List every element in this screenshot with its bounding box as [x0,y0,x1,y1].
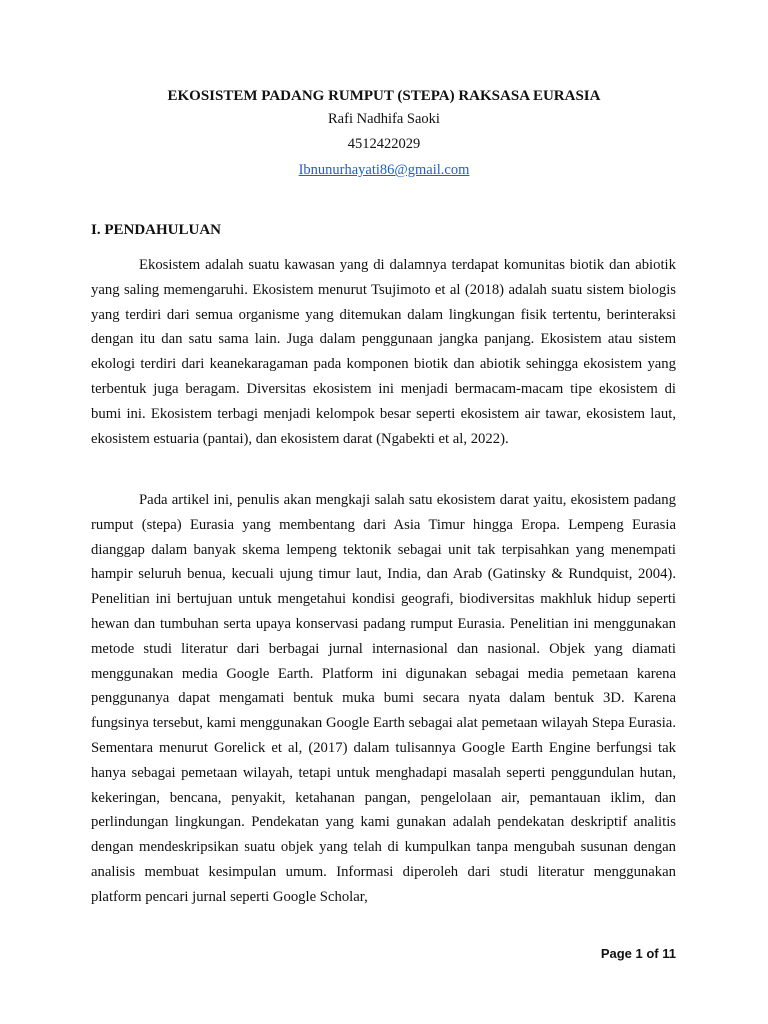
document-title: EKOSISTEM PADANG RUMPUT (STEPA) RAKSASA EURASIA [167,88,601,104]
paragraph: Ekosistem adalah suatu kawasan yang di dalamnya terdapat komunitas biotik dan abiotik yang saling memengaruhi. Ekosistem menurut Tsujimoto et al (2018) adalah suatu sistem biologis yang terdiri dari semua organisme yang ditemukan dalam lingkungan fisik tertentu, berinteraksi dengan itu dan satu sama lain. Juga dalam penggunaan jangka panjang. Ekosistem atau sistem ekologi terdiri dari keanekaragaman pada komponen biotik dan abiotik sehingga ekosistem yang terbentuk juga beragam. Diversitas ekosistem ini menjadi bermacam-macam tipe ekosistem di bumi ini. Ekosistem terbagi menjadi kelompok besar seperti ekosistem air tawar, ekosistem laut, ekosistem estuaria (pantai), dan ekosistem darat (Ngabekti et al, 2022). [91,257,676,447]
page-number: Page 1 of 11 [600,946,676,961]
student-id: 4512422029 [347,136,421,152]
section-heading: I. PENDAHULUAN [91,222,222,238]
paragraph: Pada artikel ini, penulis akan mengkaji salah satu ekosistem darat yaitu, ekosistem padang rumput (stepa) Eurasia yang membentang dari Asia Timur hingga Eropa. Lempeng Eurasia dianggap dalam banyak skema lempeng tektonik sebagai unit tak terpisahkan yang menempati hampir seluruh benua, kecuali ujung timur laut, India, dan Arab (Gatinsky & Rundquist, 2004). Penelitian ini bertujuan untuk mengetahui kondisi geografi, biodiversitas makhluk hidup seperti hewan dan tumbuhan serta upaya konservasi padang rumput Eurasia. Penelitian ini menggunakan metode studi literatur dari berbagai jurnal internasional dan nasional. Objek yang diamati menggunakan media Google Earth. Platform ini digunakan sebagai media pemetaan karena penggunanya dapat mengamati bentuk muka bumi secara nyata dalam bentuk 3D. Karena fungsinya tersebut, kami menggunakan Google Earth sebagai alat pemetaan wilayah Stepa Eurasia. Sementara menurut Gorelick et al, (2017) dalam tulisannya Google Earth Engine berfungsi tak hanya sebagai pemetaan wilayah, tetapi untuk menghadapi masalah seperti penggundulan hutan, kekeringan, bencana, penyakit, ketahanan pangan, pengelolaan air, pemantauan iklim, dan perlindungan lingkungan. Pendekatan yang kami gunakan adalah pendekatan deskriptif analitis dengan mendeskripsikan suatu objek yang telah di kumpulkan tanpa mengubah susunan dengan analisis membuat kesimpulan umum. Informasi diperoleh dari studi literatur menggunakan platform pencari jurnal seperti Google Scholar, [91,492,676,905]
email-link[interactable]: Ibnunurhayati86@gmail.com [298,162,470,178]
author-name: Rafi Nadhifa Saoki [328,111,440,127]
